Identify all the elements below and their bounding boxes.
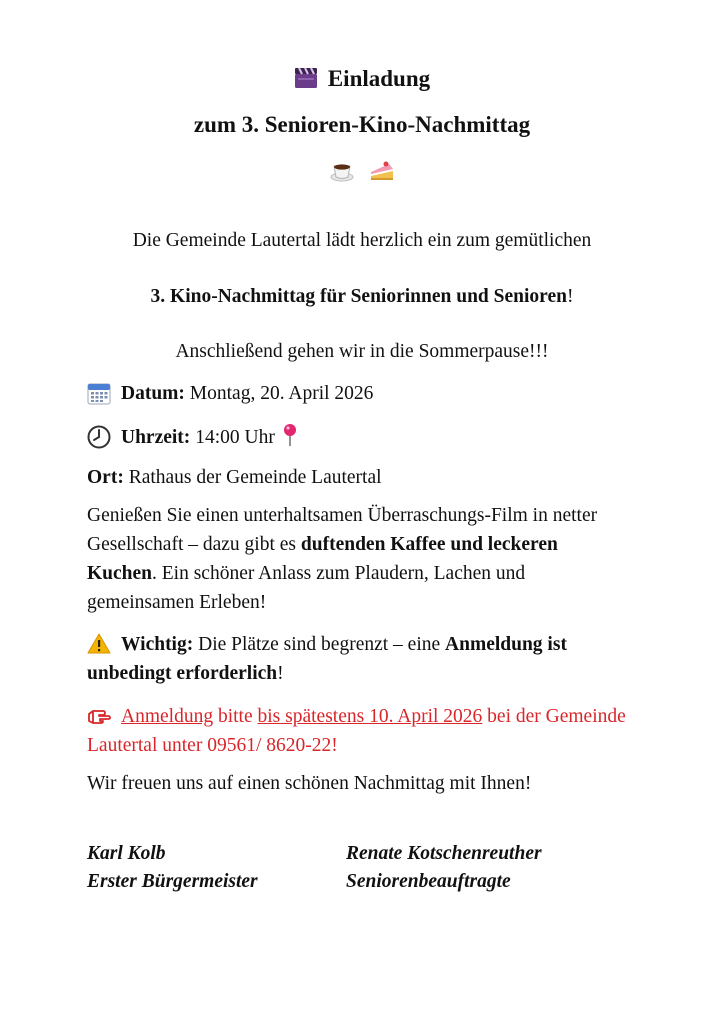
time-row [87, 423, 627, 452]
place-value: Rathaus der Gemeinde Lautertal [123, 467, 382, 488]
time-label: Uhrzeit: [121, 427, 191, 448]
place-row [87, 463, 627, 492]
intro-text: Die Gemeinde Lautertal lädt herzlich ein zum gemütlichen [132, 230, 592, 251]
signature-right [346, 840, 542, 896]
warning-icon [87, 632, 111, 656]
pointing-hand-icon [87, 706, 113, 726]
clock-icon [87, 425, 111, 449]
event-headline [0, 282, 724, 311]
event-description [87, 501, 627, 617]
event-headline-tail: ! [566, 286, 574, 307]
date-label: Datum: [121, 383, 185, 404]
pushpin-icon [281, 423, 299, 447]
place-label: Ort: [87, 467, 124, 488]
registration-mid: bitte [213, 706, 258, 727]
description-part2: . Ein schöner Anlass zum Plaudern, Lachen und gemeinsamen Erleben! [87, 563, 526, 613]
important-tail: ! [277, 663, 284, 684]
title-icons-row [0, 154, 724, 184]
cake-slice-icon [369, 158, 395, 184]
description-bold: duftenden Kaffee und leckeren Kuchen [87, 534, 558, 584]
description-part1: Genießen Sie einen unterhaltsamen Überraschungs-Film in netter Gesellschaft – dazu gibt es [87, 505, 598, 555]
title-text-1: Einladung [327, 66, 431, 91]
registration-notice [87, 702, 627, 760]
title-line-1 [0, 64, 724, 94]
time-value: 14:00 Uhr [190, 427, 275, 448]
signature-right-name: Renate Kotschenreuther [346, 843, 542, 864]
important-bold: Anmeldung ist unbedingt erforderlich [87, 634, 567, 684]
date-value: Montag, 20. April 2026 [184, 383, 374, 404]
clapperboard-icon [294, 67, 318, 89]
registration-link-1[interactable]: Anmeldung [121, 706, 214, 727]
signature-left-name: Karl Kolb [87, 843, 166, 864]
date-row [87, 379, 627, 408]
closing-line: Wir freuen uns auf einen schönen Nachmittag mit Ihnen! [87, 773, 532, 794]
registration-tail: bei der Gemeinde Lautertal unter 09561/ 8620-22! [87, 706, 626, 756]
title-line-2: zum 3. Senioren-Kino-Nachmittag [193, 112, 531, 137]
calendar-icon [87, 381, 111, 405]
coffee-cup-icon [329, 158, 355, 184]
registration-link-2[interactable]: bis spätestens 10. April 2026 [257, 706, 483, 727]
event-headline-bold: 3. Kino-Nachmittag für Seniorinnen und Senioren [150, 286, 567, 307]
signature-left-role: Erster Bürgermeister [87, 871, 258, 892]
signature-right-role: Seniorenbeauftragte [346, 871, 511, 892]
important-notice [87, 630, 627, 688]
signature-left [87, 840, 258, 896]
important-text: Die Plätze sind begrenzt – eine [193, 634, 446, 655]
summer-pause-note: Anschließend gehen wir in die Sommerpause!!! [175, 341, 549, 362]
important-label: Wichtig: [121, 634, 194, 655]
